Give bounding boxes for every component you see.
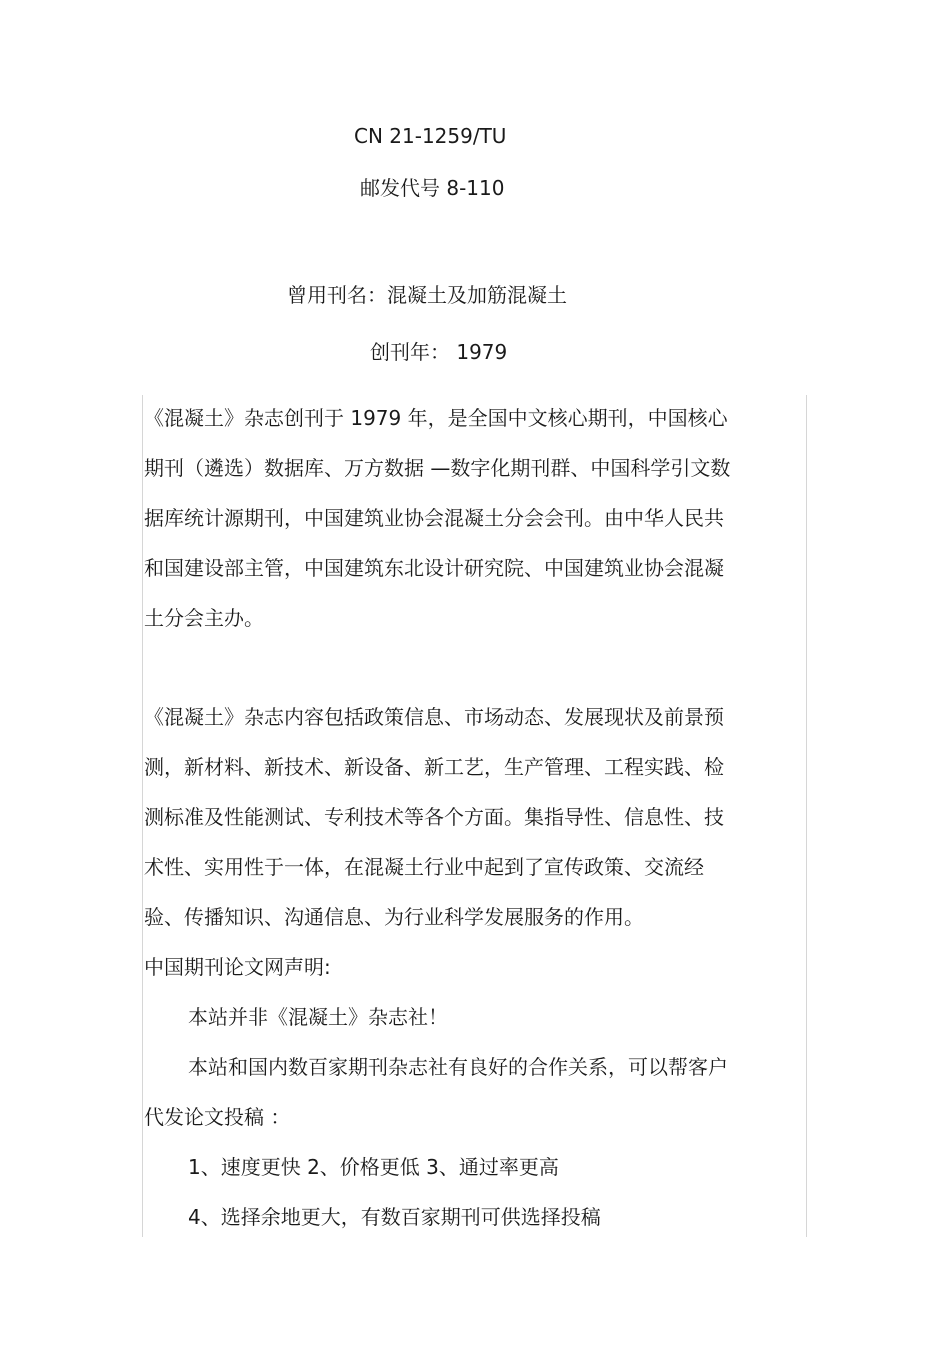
statement-not-official: 本站并非《混凝土》杂志社！	[188, 1005, 448, 1029]
postal-code: 邮发代号 8-110	[360, 176, 505, 200]
content-line: 术性、实用性于一体，在混凝土行业中起到了宣传政策、交流经	[144, 855, 704, 879]
former-name: 曾用刊名：混凝土及加筋混凝土	[287, 283, 567, 307]
intro-line: 据库统计源期刊，中国建筑业协会混凝土分会会刊。由中华人民共	[144, 506, 724, 530]
content-line: 测标准及性能测试、专利技术等各个方面。集指导性、信息性、技	[144, 805, 724, 829]
advantages-row-1: 1、速度更快 2、价格更低 3、通过率更高	[188, 1155, 559, 1179]
cn-number: CN 21-1259/TU	[354, 124, 507, 148]
page-frame-left-border	[142, 395, 143, 1237]
statement-cooperation-cont: 代发论文投稿 ：	[144, 1105, 291, 1129]
content-line: 验、传播知识、沟通信息、为行业科学发展服务的作用。	[144, 905, 644, 929]
content-line: 测，新材料、新技术、新设备、新工艺，生产管理、工程实践、检	[144, 755, 724, 779]
statement-cooperation: 本站和国内数百家期刊杂志社有良好的合作关系，可以帮客户	[188, 1055, 728, 1079]
intro-line: 土分会主办。	[144, 606, 264, 630]
page-frame-right-border	[806, 395, 807, 1237]
statement-heading: 中国期刊论文网声明:	[144, 955, 331, 979]
content-line: 《混凝土》杂志内容包括政策信息、市场动态、发展现状及前景预	[144, 705, 724, 729]
intro-line: 和国建设部主管，中国建筑东北设计研究院、中国建筑业协会混凝	[144, 556, 724, 580]
intro-line: 期刊（遴选）数据库、万方数据 —数字化期刊群、中国科学引文数	[144, 456, 731, 480]
advantages-row-2: 4、选择余地更大，有数百家期刊可供选择投稿	[188, 1205, 601, 1229]
intro-line: 《混凝土》杂志创刊于 1979 年，是全国中文核心期刊，中国核心	[144, 406, 728, 430]
founded-year: 创刊年： 1979	[370, 340, 508, 364]
